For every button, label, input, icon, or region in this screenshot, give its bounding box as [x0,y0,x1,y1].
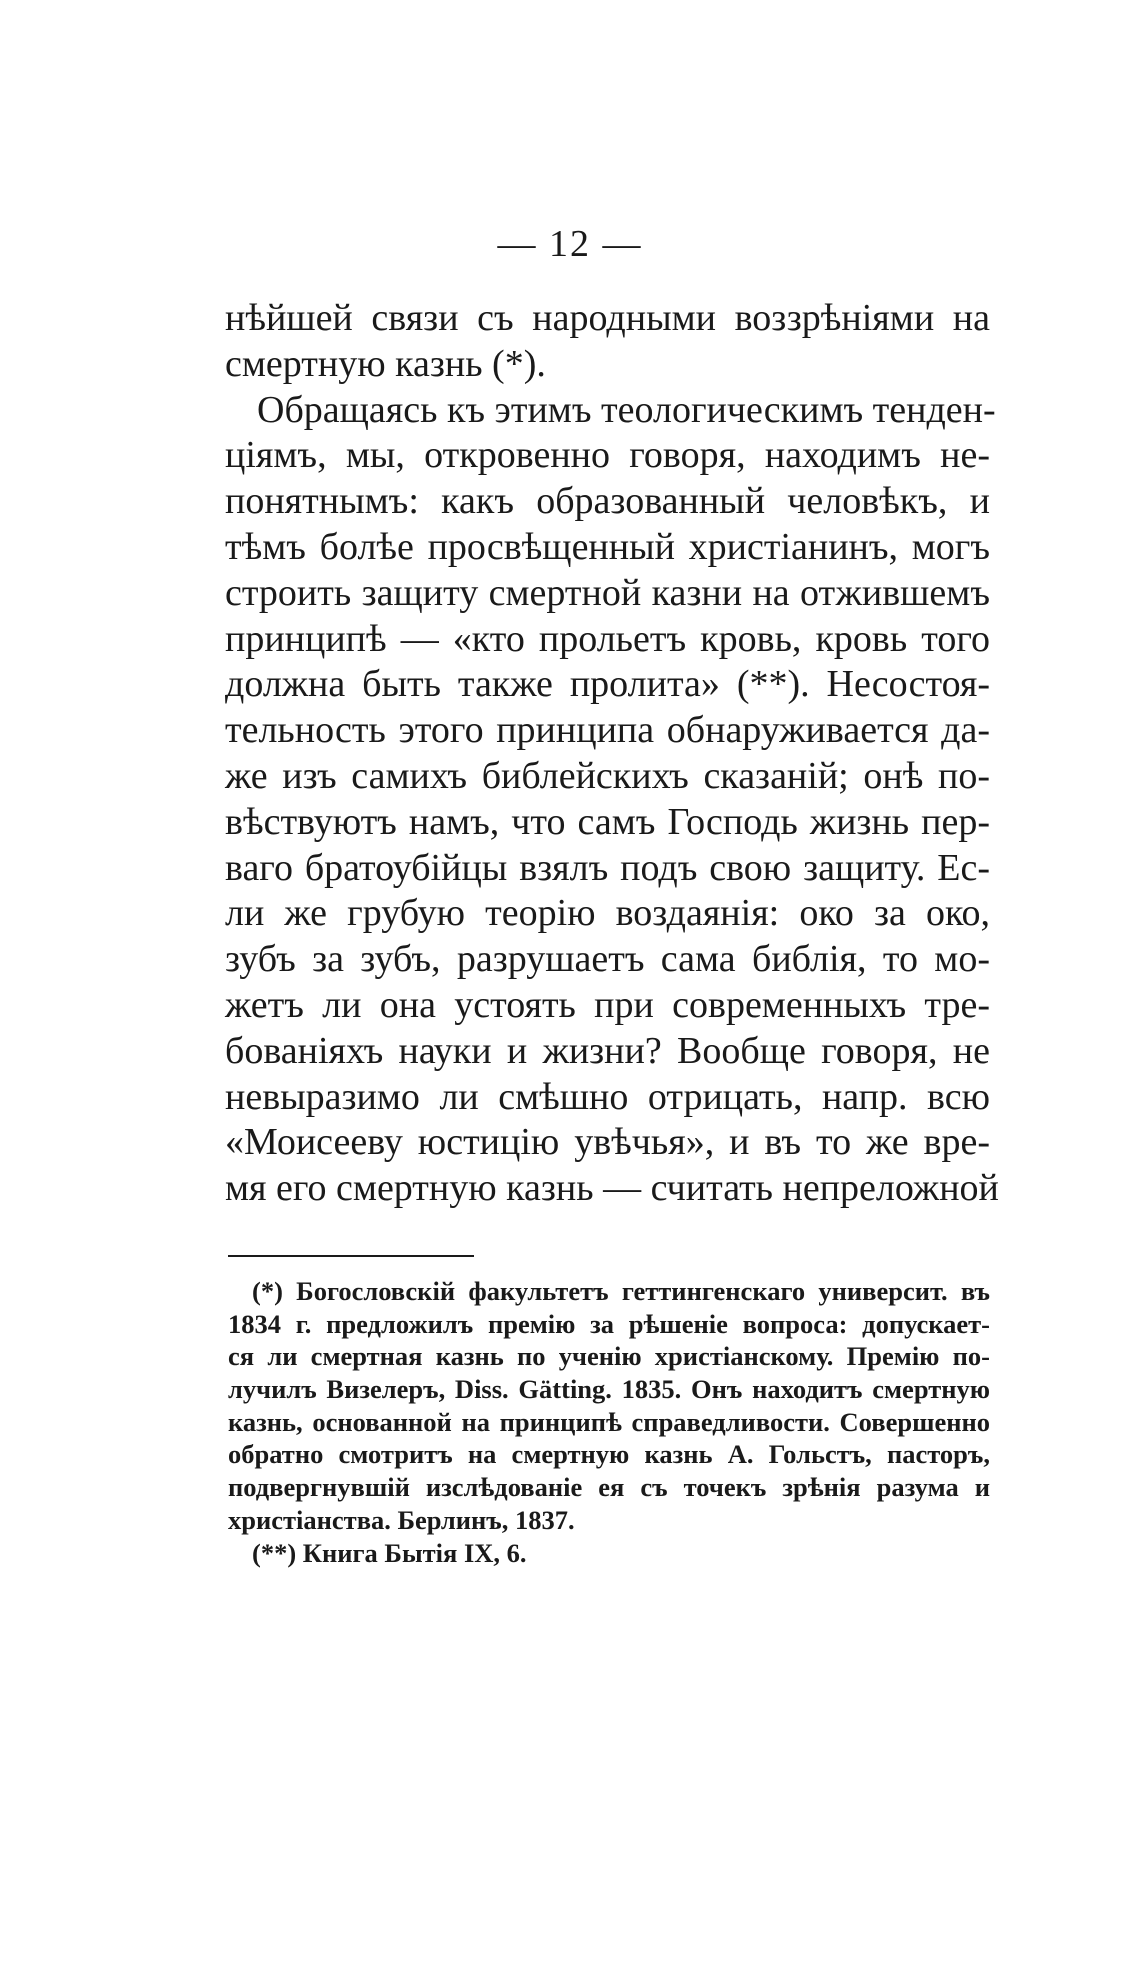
text-line: тельность этого принципа обнаруживается да- [225,709,990,752]
text-line: тѣмъ болѣе просвѣщенный христіанинъ, могъ [225,525,990,568]
text-line: невыразимо ли смѣшно отрицать, напр. всю [225,1075,990,1118]
footnote-line: казнь, основанной на принципѣ справедливости. Совершенно [228,1406,990,1437]
footnote-line: лучилъ Визелеръ, Diss. Gätting. 1835. Онъ находитъ смертную [228,1374,990,1405]
footnote-line: (**) Книга Бытія IX, 6. [252,1537,527,1568]
text-line: понятнымъ: какъ образованный человѣкъ, и [225,480,990,523]
text-line: строить защиту смертной казни на отжившемъ [225,571,990,614]
text-line: ли же грубую теорію воздаянія: око за око, [225,892,990,935]
text-line: принципѣ — «кто прольетъ кровь, кровь того [225,617,990,660]
text-line: ваго братоубійцы взялъ подъ свою защиту. Ес- [225,846,990,889]
text-line: смертную казнь (*). [225,342,546,385]
page-number: — 12 — [497,223,643,265]
text-line: Обращаясь къ этимъ теологическимъ тенден- [257,388,996,431]
text-line: ціямъ, мы, откровенно говоря, находимъ не- [225,434,990,477]
text-line: «Моисееву юстицію увѣчья», и въ то же вре- [225,1121,990,1164]
text-line: вѣствуютъ намъ, что самъ Господь жизнь пер- [225,800,990,843]
text-line: бованіяхъ науки и жизни? Вообще говоря, не [225,1029,990,1072]
footnote-line: обратно смотритъ на смертную казнь А. Гольстъ, пасторъ, [228,1439,990,1470]
text-line: зубъ за зубъ, разрушаетъ сама библія, то мо- [225,938,990,981]
footnote-divider [228,1255,474,1257]
footnote-line: (*) Богословскій факультетъ геттингенскаго университ. въ [252,1276,990,1306]
footnote-line: ся ли смертная казнь по ученію христіанскому. Премію по- [228,1341,990,1372]
text-line: мя его смертную казнь — считать непреложной [225,1167,999,1210]
body-text [225,296,999,1212]
footnote-line: подвергнувшій изслѣдованіе ея съ точекъ зрѣнія разума и [228,1472,990,1503]
text-line: жетъ ли она устоять при современныхъ тре- [225,983,990,1026]
text-line: нѣйшей связи съ народными воззрѣніями на [225,297,990,339]
text-line: же изъ самихъ библейскихъ сказаній; онѣ по- [225,754,990,797]
footnote-line: 1834 г. предложилъ премію за рѣшеніе вопроса: допускает- [228,1308,990,1339]
footnotes [228,1275,990,1569]
text-line: должна быть также пролита» (**). Несостоя- [225,663,990,706]
footnote-line: христіанства. Берлинъ, 1837. [228,1504,575,1535]
